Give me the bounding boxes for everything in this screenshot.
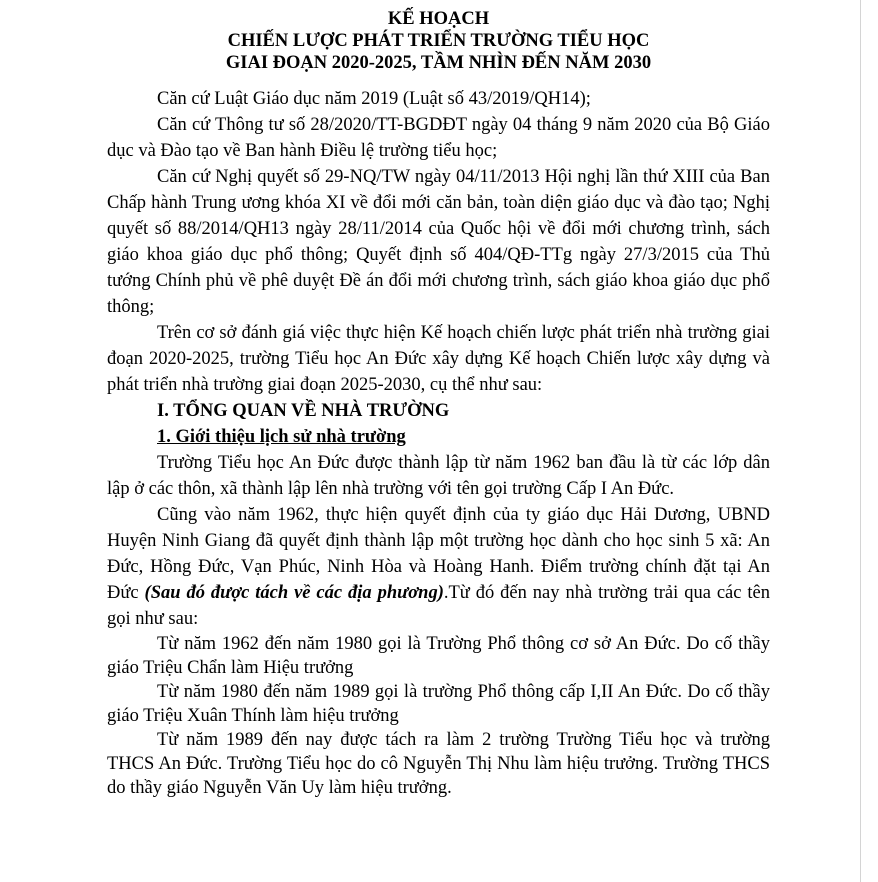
paragraph-legal-basis-3: Căn cứ Nghị quyết số 29-NQ/TW ngày 04/11/2013 Hội nghị lần thứ XIII của Ban Chấp hành Trung ương khóa XI về đổi mới căn bản, toàn diện giáo dục và đào tạo; Nghị quyết số 88/2014/QH13 ngày 28/11/2014 của Quốc hội về đổi mới chương trình, sách giáo khoa giáo dục phổ thông; Quyết định số 404/QĐ-TTg ngày 27/3/2015 của Thủ tướng Chính phủ về phê duyệt Đề án đổi mới chương trình, sách giáo khoa giáo dục phổ thông;: [107, 167, 770, 317]
paragraph-establishment: [107, 502, 770, 632]
paragraph-period-1980-1989: Từ năm 1980 đến năm 1989 gọi là trường Phổ thông cấp I,II An Đức. Do cố thầy giáo Triệu Xuân Thính làm hiệu trưởng: [107, 682, 770, 726]
title-line-3: GIAI ĐOẠN 2020-2025, TẦM NHÌN ĐẾN NĂM 2030: [225, 53, 652, 73]
subsection-heading-history-text: 1. Giới thiệu lịch sử nhà trường: [157, 427, 406, 447]
page-edge-divider: [860, 0, 861, 882]
establishment-text-end: .Từ đó đến nay nhà trường trải qua các tên gọi như sau:: [107, 583, 770, 629]
document-page: [107, 8, 770, 800]
establishment-text: Cũng vào năm 1962, thực hiện quyết định của ty giáo dục Hải Dương, UBND Huyện Ninh Giang đã quyết định thành lập một trường học dành cho học sinh 5 xã: An Đức, Hồng Đức, Vạn Phúc, Ninh Hòa và Hoàng Hanh. Điểm trường chính đặt tại An Đức: [107, 505, 770, 603]
section-heading-overview: I. TỔNG QUAN VỀ NHÀ TRƯỜNG: [157, 401, 450, 421]
paragraph-introduction: Trên cơ sở đánh giá việc thực hiện Kế hoạch chiến lược phát triển nhà trường giai đoạn 2020-2025, trường Tiểu học An Đức xây dựng Kế hoạch Chiến lược xây dựng và phát triển nhà trường giai đoạn 2025-2030, cụ thể như sau:: [107, 323, 770, 395]
paragraph-legal-basis-2: Căn cứ Thông tư số 28/2020/TT-BGDĐT ngày 04 tháng 9 năm 2020 của Bộ Giáo dục và Đào tạo về Ban hành Điều lệ trường tiểu học;: [107, 115, 770, 161]
paragraph-period-1962-1980: Từ năm 1962 đến năm 1980 gọi là Trường Phổ thông cơ sở An Đức. Do cố thầy giáo Triệu Chẩn làm Hiệu trưởng: [107, 634, 770, 678]
document-title: [107, 8, 770, 74]
title-line-1: KẾ HOẠCH: [387, 9, 490, 29]
title-line-2: CHIẾN LƯỢC PHÁT TRIỂN TRƯỜNG TIỂU HỌC: [227, 31, 650, 51]
paragraph-legal-basis-1: Căn cứ Luật Giáo dục năm 2019 (Luật số 43/2019/QH14);: [157, 89, 591, 109]
establishment-emphasis: (Sau đó được tách về các địa phương): [144, 583, 444, 603]
paragraph-founding: Trường Tiểu học An Đức được thành lập từ năm 1962 ban đầu là từ các lớp dân lập ở các thôn, xã thành lập lên nhà trường với tên gọi trường Cấp I An Đức.: [107, 453, 770, 499]
subsection-heading-history: [107, 424, 770, 450]
paragraph-period-1989-present: Từ năm 1989 đến nay được tách ra làm 2 trường Trường Tiểu học và trường THCS An Đức. Trường Tiểu học do cô Nguyễn Thị Nhu làm hiệu trưởng. Trường THCS do thầy giáo Nguyễn Văn Uy làm hiệu trưởng.: [107, 730, 770, 798]
